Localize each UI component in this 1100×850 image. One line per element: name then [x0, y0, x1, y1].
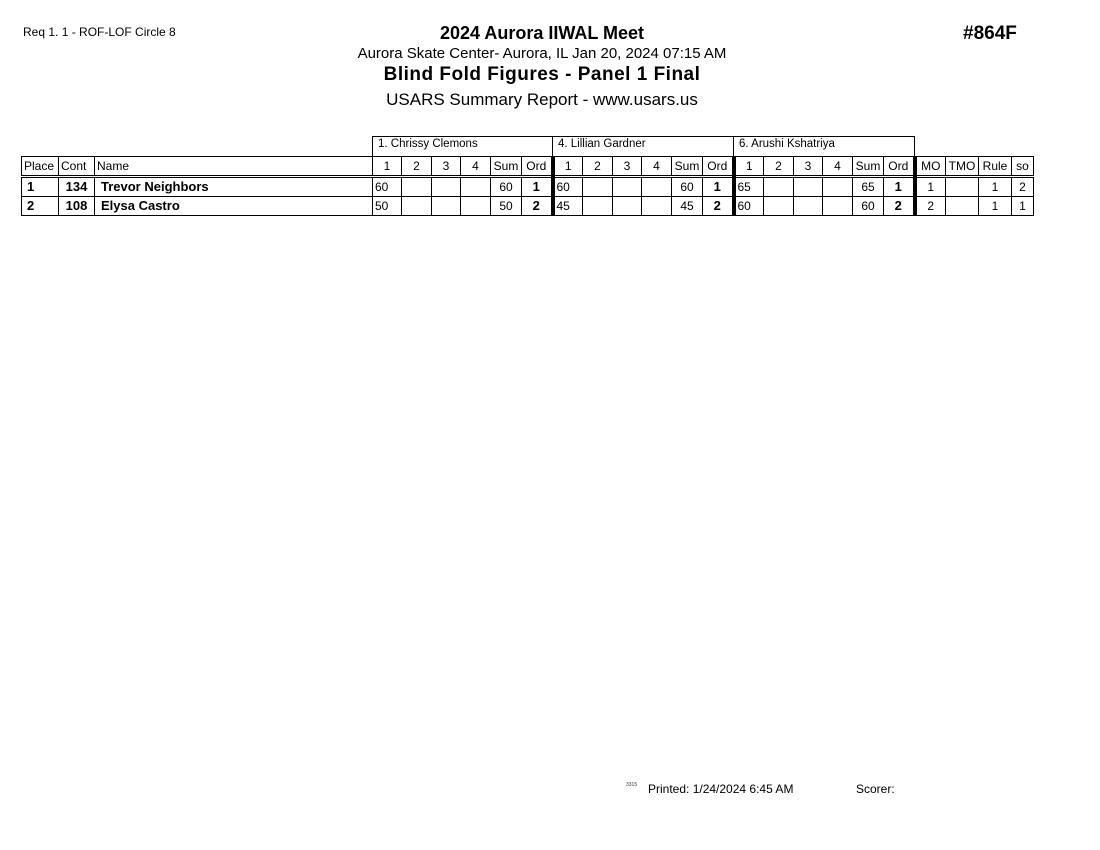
results-table	[21, 136, 1034, 216]
col-j1-1: 1	[373, 157, 402, 177]
j2-s3	[613, 177, 642, 197]
j3-s4	[823, 177, 853, 197]
j1-sum: 60	[491, 177, 522, 197]
j1-s2	[402, 177, 432, 197]
j1-sum: 50	[491, 197, 522, 216]
col-j2-sum: Sum	[672, 157, 703, 177]
col-rule: Rule	[979, 157, 1012, 177]
j3-sum: 65	[853, 177, 884, 197]
so-cell: 1	[1012, 197, 1034, 216]
judge-header-row	[22, 137, 1034, 157]
tmo-cell	[946, 177, 979, 197]
mo-cell: 2	[915, 197, 946, 216]
col-j2-2: 2	[583, 157, 613, 177]
j2-s1: 45	[553, 197, 583, 216]
col-name: Name	[95, 157, 373, 177]
cont-cell: 134	[59, 177, 95, 197]
j2-s2	[583, 197, 613, 216]
col-j3-3: 3	[794, 157, 823, 177]
col-j1-ord: Ord	[522, 157, 553, 177]
col-j3-ord: Ord	[884, 157, 915, 177]
j1-s1: 50	[373, 197, 402, 216]
j3-s1: 60	[734, 197, 764, 216]
j1-ord: 1	[522, 177, 553, 197]
place-cell: 1	[22, 177, 59, 197]
rule-cell: 1	[979, 197, 1012, 216]
cont-cell: 108	[59, 197, 95, 216]
name-cell: Elysa Castro	[95, 197, 373, 216]
j1-s4	[461, 197, 491, 216]
col-tmo: TMO	[946, 157, 979, 177]
col-j3-1: 1	[734, 157, 764, 177]
j3-ord: 1	[884, 177, 915, 197]
j1-s1: 60	[373, 177, 402, 197]
j3-s3	[794, 197, 823, 216]
col-mo: MO	[915, 157, 946, 177]
j1-s4	[461, 177, 491, 197]
j2-s2	[583, 177, 613, 197]
j3-s3	[794, 177, 823, 197]
judge-3-name: 6. Arushi Kshatriya	[734, 137, 915, 157]
name-cell: Trevor Neighbors	[95, 177, 373, 197]
j3-s2	[764, 177, 794, 197]
col-j3-sum: Sum	[853, 157, 884, 177]
j3-s1: 65	[734, 177, 764, 197]
col-j1-4: 4	[461, 157, 491, 177]
col-j2-3: 3	[613, 157, 642, 177]
j3-s4	[823, 197, 853, 216]
col-so: so	[1012, 157, 1034, 177]
event-code: #864F	[963, 23, 1017, 44]
j1-s3	[432, 177, 461, 197]
j2-ord: 2	[703, 197, 734, 216]
event-title: Blind Fold Figures - Panel 1 Final	[383, 64, 701, 85]
j2-s4	[642, 177, 672, 197]
col-j2-1: 1	[553, 157, 583, 177]
venue-line: Aurora Skate Center- Aurora, IL Jan 20, 2024 07:15 AM	[357, 45, 727, 62]
tmo-cell	[946, 197, 979, 216]
j1-s3	[432, 197, 461, 216]
place-cell: 2	[22, 197, 59, 216]
j2-s1: 60	[553, 177, 583, 197]
requirement-label: Req 1. 1 - ROF-LOF Circle 8	[23, 25, 176, 39]
col-cont: Cont	[59, 157, 95, 177]
report-title: USARS Summary Report - www.usars.us	[386, 90, 698, 109]
table-row	[22, 177, 1034, 197]
column-header-row	[22, 157, 1034, 177]
col-j3-4: 4	[823, 157, 853, 177]
j2-ord: 1	[703, 177, 734, 197]
judge-2-name: 4. Lillian Gardner	[553, 137, 734, 157]
printed-timestamp: Printed: 1/24/2024 6:45 AM	[648, 782, 794, 796]
version-label: 3315	[626, 782, 638, 788]
j3-s2	[764, 197, 794, 216]
j2-sum: 60	[672, 177, 703, 197]
judge-1-name: 1. Chrissy Clemons	[373, 137, 553, 157]
j3-ord: 2	[884, 197, 915, 216]
col-j1-sum: Sum	[491, 157, 522, 177]
mo-cell: 1	[915, 177, 946, 197]
col-j1-2: 2	[402, 157, 432, 177]
rule-cell: 1	[979, 177, 1012, 197]
j1-s2	[402, 197, 432, 216]
col-j1-3: 3	[432, 157, 461, 177]
j2-s3	[613, 197, 642, 216]
j3-sum: 60	[853, 197, 884, 216]
col-place: Place	[22, 157, 59, 177]
col-j3-2: 2	[764, 157, 794, 177]
col-j2-ord: Ord	[703, 157, 734, 177]
j2-s4	[642, 197, 672, 216]
scorer-label: Scorer:	[856, 782, 895, 796]
j1-ord: 2	[522, 197, 553, 216]
meet-title: 2024 Aurora IIWAL Meet	[439, 23, 645, 43]
table-row	[22, 197, 1034, 216]
so-cell: 2	[1012, 177, 1034, 197]
col-j2-4: 4	[642, 157, 672, 177]
j2-sum: 45	[672, 197, 703, 216]
